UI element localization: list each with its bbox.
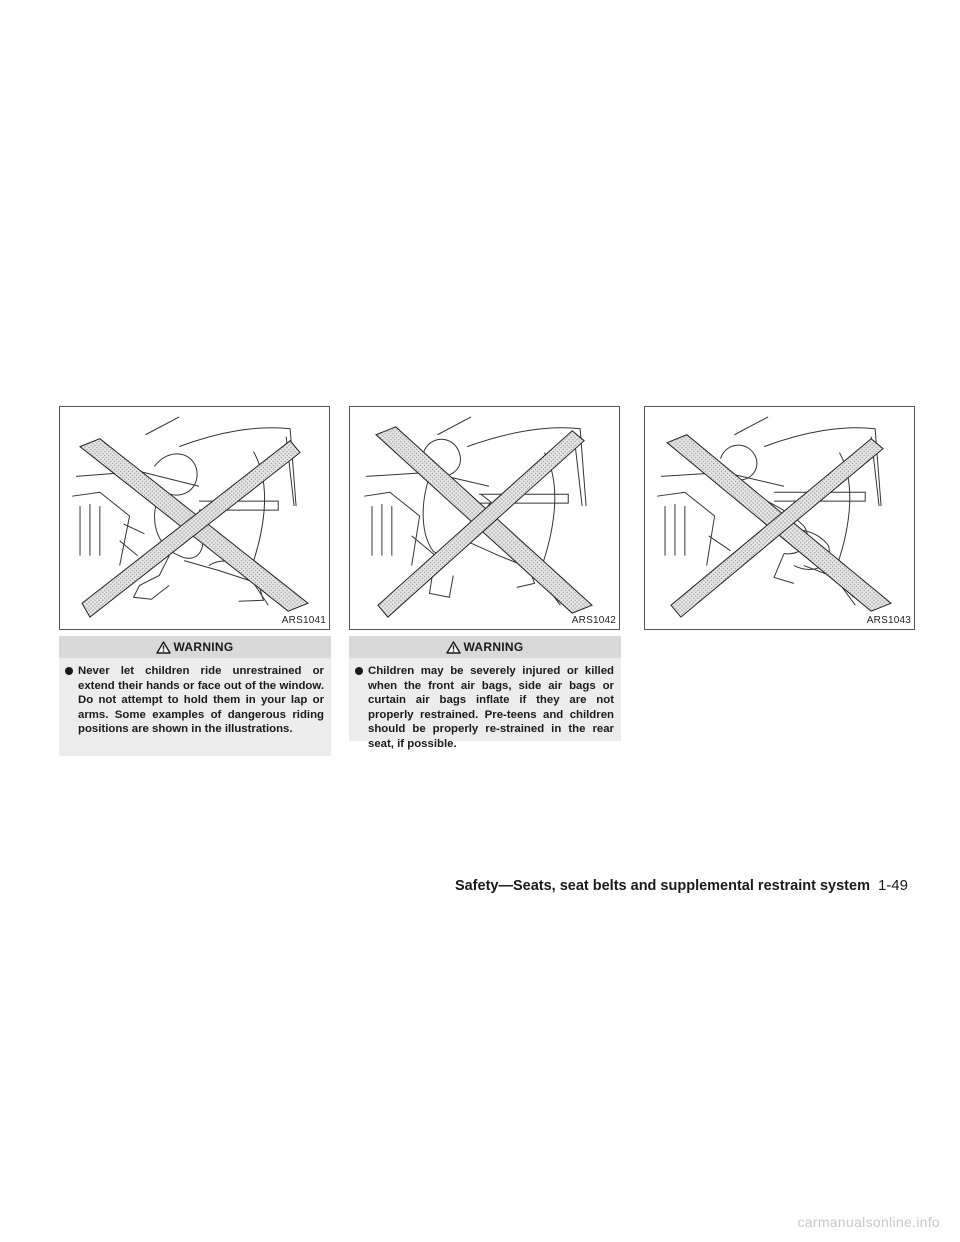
watermark: carmanualsonline.info (797, 1214, 940, 1230)
illustration-child-standing-airbag (349, 406, 620, 630)
warning-triangle-icon (446, 641, 461, 654)
page-number: 1-49 (877, 877, 908, 894)
warning-bullet (355, 664, 614, 751)
illustration-drawing (60, 407, 329, 629)
illustration-child-unrestrained-window (59, 406, 330, 630)
footer-section-title: Safety—Seats, seat belts and supplemental restraint system (454, 878, 870, 894)
warning-box (349, 636, 621, 750)
figure-code: ARS1042 (571, 615, 616, 626)
warning-title: WARNING (173, 640, 234, 654)
figure-code: ARS1041 (281, 615, 326, 626)
illustration-drawing (350, 407, 619, 629)
bullet-dot (65, 667, 73, 675)
warning-title: WARNING (463, 640, 524, 654)
warning-bullet (65, 664, 324, 737)
page-footer (455, 877, 908, 894)
warning-box (59, 636, 331, 756)
figure-code: ARS1043 (866, 615, 911, 626)
warning-header (349, 636, 621, 658)
illustration-drawing (645, 407, 914, 629)
warning-text: Children may be severely injured or killed when the front air bags, side air bags or curtain air bags inflate if they are not properly restrained. Pre-teens and children should be properly re-strained in the rear seat, if possible. (368, 665, 614, 750)
bullet-dot (355, 667, 363, 675)
warning-text: Never let children ride unrestrained or extend their hands or face out of the window. Do not attempt to hold them in your lap or arms. Some examples of dangerous riding positions are shown in the illustrations. (78, 665, 324, 735)
warning-body (59, 658, 331, 756)
warning-body (349, 658, 621, 750)
illustration-child-leaning-forward (644, 406, 915, 630)
warning-triangle-icon (156, 641, 171, 654)
warning-header (59, 636, 331, 658)
